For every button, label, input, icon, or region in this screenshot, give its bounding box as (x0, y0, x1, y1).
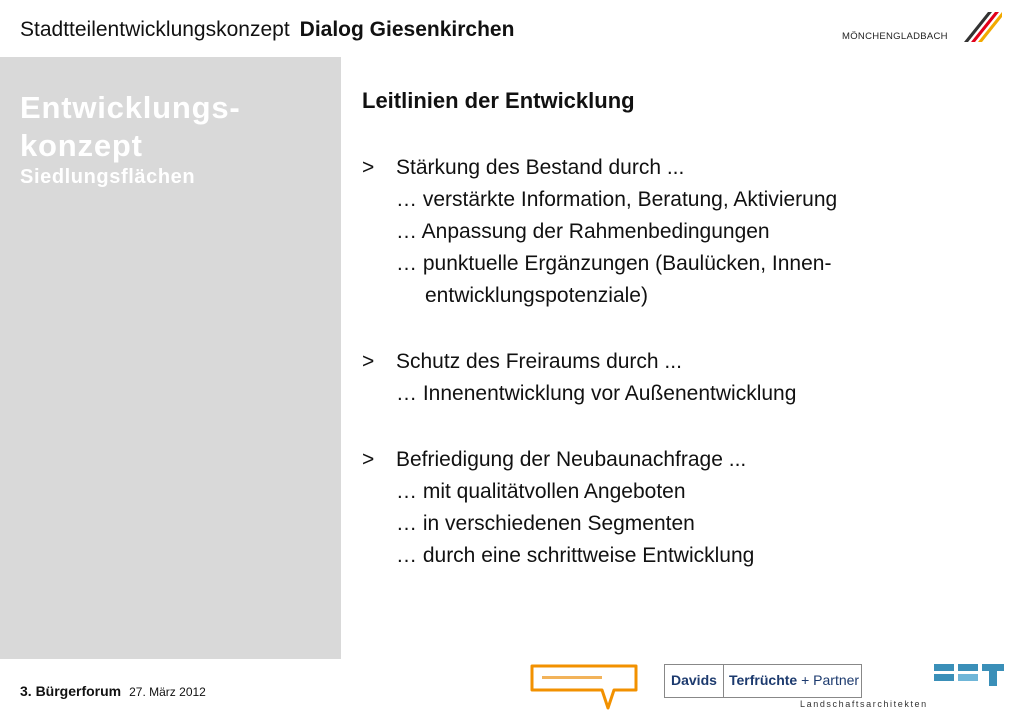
sub-item: … mit qualitätvollen Angeboten (396, 480, 686, 503)
bullet-text: Schutz des Freiraums durch ... (396, 350, 682, 373)
partners-name (729, 672, 859, 688)
davids-subtitle: Landschaftsarchitekten (800, 699, 928, 709)
event-date: 27. März 2012 (129, 685, 206, 699)
bullet-marker: > (362, 156, 375, 179)
bullet-lead (362, 152, 1002, 184)
sub-item: … Innenentwicklung vor Außenentwicklung (396, 382, 797, 405)
logo-text: MÖNCHENGLADBACH (842, 31, 948, 42)
bullet-lead (362, 346, 1002, 378)
sidebar-title (20, 89, 241, 165)
section-neubau (362, 444, 1002, 572)
bullet-text: Befriedigung der Neubaunachfrage ... (396, 448, 747, 471)
bullet-text: Stärkung des Bestand durch ... (396, 156, 685, 179)
section-freiraum (362, 346, 1002, 410)
section-bestand (362, 152, 1002, 312)
sub-item-continuation: entwicklungspotenziale) (425, 284, 648, 307)
logo-stripes-icon (958, 8, 1002, 42)
sidebar-subtitle: Siedlungsflächen (20, 166, 196, 188)
content-heading: Leitlinien der Entwicklung (362, 88, 635, 113)
sidebar-title-line2: konzept (20, 128, 143, 163)
davids-name: Davids (671, 672, 717, 688)
bullet-lead (362, 444, 1002, 476)
slide-header (20, 18, 514, 42)
speech-bubble-logo (528, 662, 640, 712)
sst-logo (934, 662, 1006, 712)
sst-mark-icon (934, 662, 1006, 692)
footer-info (20, 683, 206, 701)
sidebar-panel (0, 57, 341, 659)
header-title: Stadtteilentwicklungskonzept (20, 18, 290, 41)
event-name: 3. Bürgerforum (20, 683, 122, 699)
partners-rest: + Partner (797, 672, 860, 688)
bullet-marker: > (362, 350, 375, 373)
bullet-marker: > (362, 448, 375, 471)
main-content (362, 88, 1002, 572)
sub-item: … durch eine schrittweise Entwicklung (396, 544, 755, 567)
sub-item: … punktuelle Ergänzungen (Baulücken, Innen- (396, 252, 832, 275)
sub-item: … in verschiedenen Segmenten (396, 512, 695, 535)
partners-bold: Terfrüchte (729, 672, 798, 688)
speech-bubble-icon (528, 662, 640, 712)
sub-item: … verstärkte Information, Beratung, Aktivierung (396, 188, 838, 211)
sub-item: … Anpassung der Rahmenbedingungen (396, 220, 770, 243)
sidebar-title-line1: Entwicklungs- (20, 90, 241, 125)
header-subtitle: Dialog Giesenkirchen (299, 18, 515, 41)
logo-divider (723, 665, 724, 697)
davids-terfruechte-logo (664, 664, 862, 698)
moenchengladbach-logo (842, 8, 1002, 48)
